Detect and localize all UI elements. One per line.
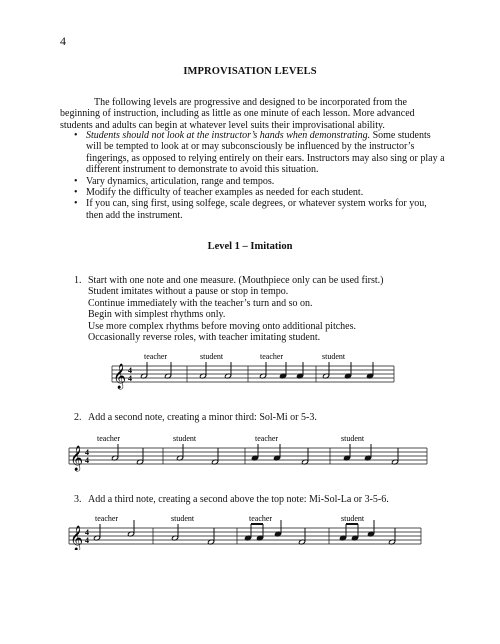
bullet-text: Some students will be tempted to look at or may subconsciously be influenced by the instructor’s fingerings, as opposed to relying entirely on their ears. Instructors may also sing or play a different instrument to demonstrate to avoid this situation. <box>86 130 445 176</box>
bullet-item <box>60 198 446 221</box>
step-3 <box>74 494 414 505</box>
time-signature-top: 4 <box>128 366 132 375</box>
time-signature-bottom: 4 <box>85 456 89 465</box>
student-label: student <box>173 434 197 443</box>
page-number: 4 <box>60 34 66 48</box>
intro-paragraph <box>60 97 446 131</box>
bullet-item <box>60 130 446 176</box>
teacher-label: teacher <box>144 352 168 361</box>
step-number: 1. <box>74 275 82 286</box>
step-line: Add a second note, creating a minor third: Sol-Mi or 5-3. <box>88 412 317 423</box>
music-staff-2 <box>65 432 430 472</box>
bullet-item <box>60 187 446 198</box>
intro-text: The following levels are progressive and designed to be incorporated from the beginning of instruction, including as little as one minute of each lesson. More advanced students and adults can begin at whatever level suits their improvisational ability. <box>60 97 415 131</box>
teacher-label: teacher <box>260 352 284 361</box>
teacher-label: teacher <box>97 434 121 443</box>
level-heading: Level 1 – Imitation <box>207 241 293 252</box>
step-line: Occasionally reverse roles, with teacher imitating student. <box>88 332 321 344</box>
step-line: Use more complex rhythms before moving onto additional pitches. <box>88 320 356 332</box>
page-title: IMPROVISATION LEVELS <box>183 66 317 77</box>
bullet-text: Modify the difficulty of teacher examples as needed for each student. <box>86 187 364 199</box>
bullet-text: Vary dynamics, articulation, range and tempos. <box>86 175 275 187</box>
bullet-list <box>60 130 446 221</box>
student-label: student <box>171 514 195 523</box>
student-label: student <box>341 434 365 443</box>
teacher-label: teacher <box>255 434 279 443</box>
time-signature-bottom: 4 <box>128 374 132 383</box>
student-label: student <box>200 352 224 361</box>
music-staff-3 <box>65 510 425 550</box>
step-body <box>88 275 414 343</box>
treble-clef-icon: 𝄞 <box>70 525 84 550</box>
step-line: Student imitates without a pause or stop in tempo. <box>88 286 289 298</box>
step-line: Start with one note and one measure. (Mouthpiece only can be used first.) <box>88 275 384 286</box>
step-line: Begin with simplest rhythms only. <box>88 309 226 321</box>
treble-clef-icon: 𝄞 <box>113 363 127 388</box>
bullet-item <box>60 176 446 187</box>
step-line: Add a third note, creating a second above the top note: Mi-Sol-La or 3-5-6. <box>88 494 389 505</box>
teacher-label: teacher <box>95 514 119 523</box>
bullet-italic: Students should not look at the instructor’s hands when demonstrating. <box>86 130 371 141</box>
teacher-label: teacher <box>249 514 273 523</box>
bullet-text: If you can, sing first, using solfege, scale degrees, or whatever system works for you, then add the instrument. <box>86 198 427 221</box>
time-signature-bottom: 4 <box>85 536 89 545</box>
student-label: student <box>341 514 365 523</box>
student-label: student <box>322 352 346 361</box>
treble-clef-icon: 𝄞 <box>70 445 84 470</box>
step-1 <box>74 275 414 343</box>
time-signature-top: 4 <box>85 528 89 537</box>
step-body <box>88 412 414 423</box>
step-body <box>88 494 448 505</box>
step-2 <box>74 412 414 423</box>
step-number: 3. <box>74 494 82 505</box>
step-line: Continue immediately with the teacher’s turn and so on. <box>88 297 313 309</box>
time-signature-top: 4 <box>85 448 89 457</box>
step-number: 2. <box>74 412 82 423</box>
music-staff-1 <box>108 350 398 390</box>
